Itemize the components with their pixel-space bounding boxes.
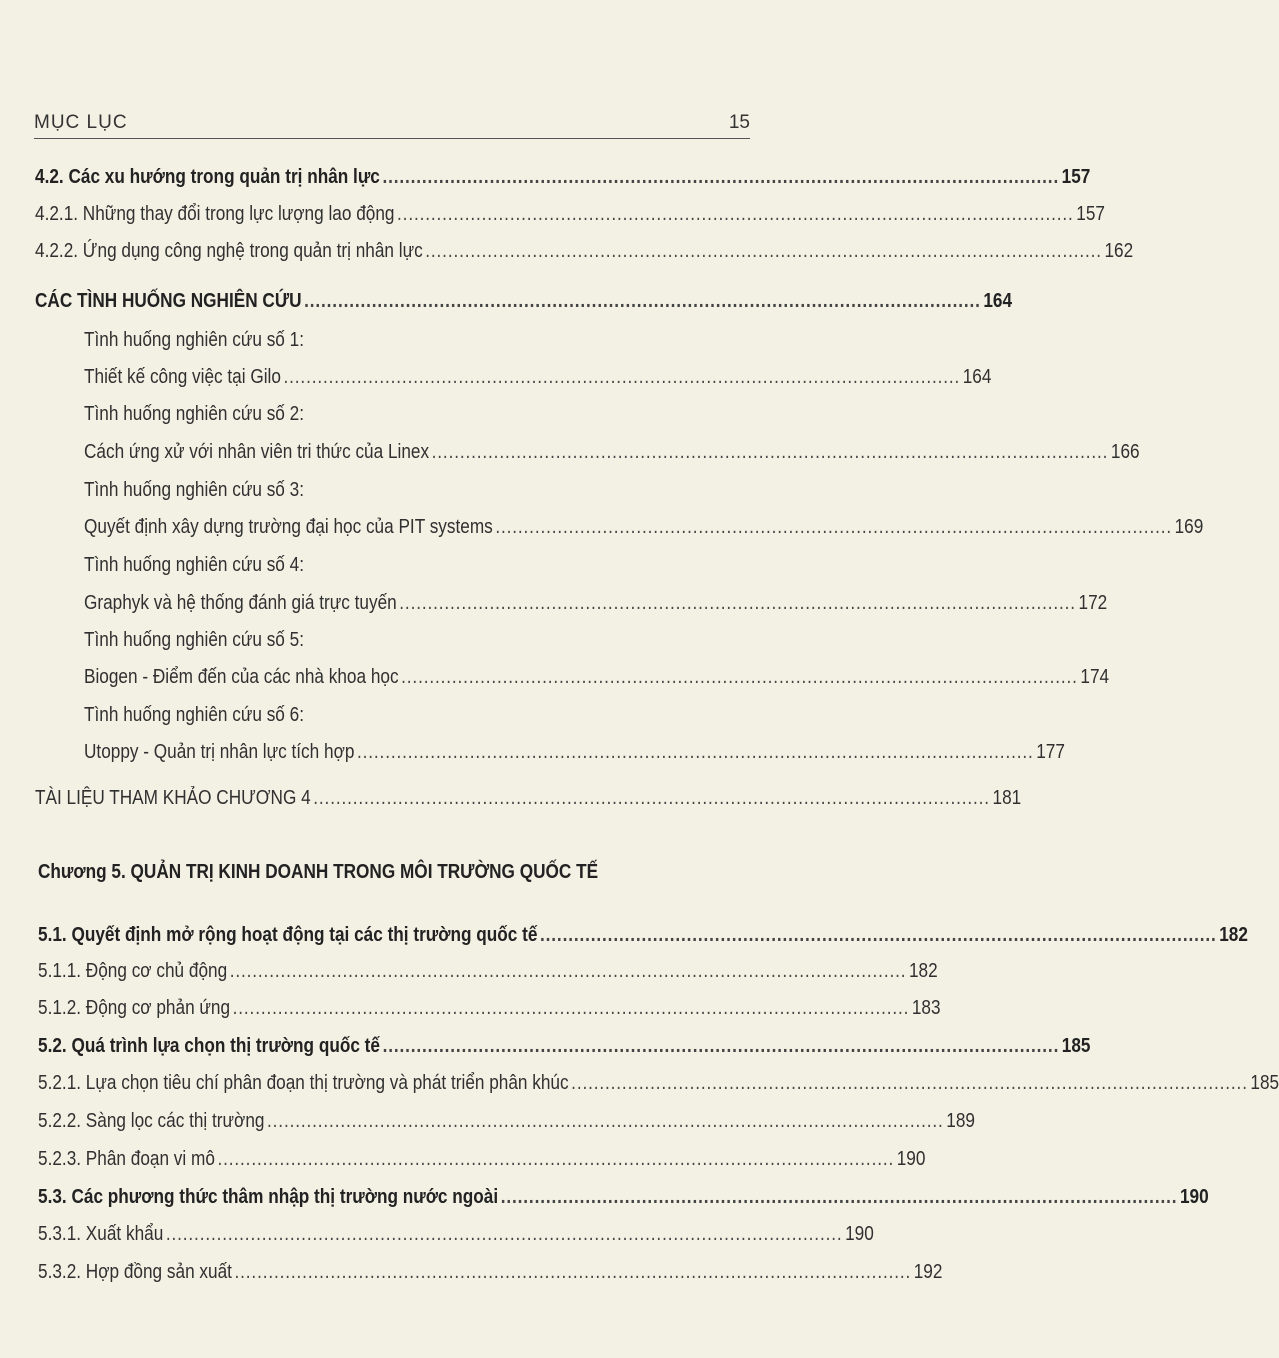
toc-page-number: 164 xyxy=(983,290,1013,312)
toc-entry-5-1-2[interactable]: 5.1.2. Động cơ phản ứng ........................................................................................................................ 183 xyxy=(38,993,768,1023)
toc-entry-5-1[interactable]: 5.1. Quyết định mở rộng hoạt động tại các thị trường quốc tế ........................................................................................................................ 182 xyxy=(38,920,768,950)
toc-entry-case-2[interactable]: Cách ứng xử với nhân viên tri thức của Linex ........................................................................................................................ 166 xyxy=(84,437,769,467)
toc-entry-5-3[interactable]: 5.3. Các phương thức thâm nhập thị trường nước ngoài ........................................................................................................................ 190 xyxy=(38,1182,768,1212)
toc-entry-case-studies[interactable]: CÁC TÌNH HUỐNG NGHIÊN CỨU ........................................................................................................................ 164 xyxy=(35,286,769,316)
toc-page-number: 190 xyxy=(845,1223,874,1245)
toc-page-number: 190 xyxy=(1179,1186,1209,1208)
toc-page-number: 181 xyxy=(992,787,1022,809)
toc-page-number: 192 xyxy=(913,1261,943,1283)
header-page-number: 15 xyxy=(728,112,750,133)
toc-entry-5-3-1[interactable]: 5.3.1. Xuất khẩu ........................................................................................................................ 190 xyxy=(38,1219,768,1249)
toc-entry-5-2[interactable]: 5.2. Quá trình lựa chọn thị trường quốc tế ........................................................................................................................ 185 xyxy=(38,1031,768,1061)
toc-entry-4-2-2[interactable]: 4.2.2. Ứng dụng công nghệ trong quản trị nhân lực ........................................................................................................................ 162 xyxy=(35,236,769,266)
toc-page-number: 166 xyxy=(1110,441,1140,463)
toc-entry-case-6[interactable]: Utoppy - Quản trị nhân lực tích hợp ........................................................................................................................ 177 xyxy=(84,737,769,767)
toc-page-number: 157 xyxy=(1061,166,1091,188)
toc-page-number: 174 xyxy=(1080,666,1110,688)
toc-entry-case-4[interactable]: Graphyk và hệ thống đánh giá trực tuyến ........................................................................................................................ 172 xyxy=(84,588,769,618)
toc-page-number: 177 xyxy=(1036,741,1065,763)
toc-entry-5-2-3[interactable]: 5.2.3. Phân đoạn vi mô ........................................................................................................................ 190 xyxy=(38,1144,768,1174)
toc-entry-4-2[interactable]: 4.2. Các xu hướng trong quản trị nhân lực ........................................................................................................................ 157 xyxy=(35,162,769,192)
toc-entry-5-2-1[interactable]: 5.2.1. Lựa chọn tiêu chí phân đoạn thị trường và phát triển phân khúc ........................................................................................................................ 185 xyxy=(38,1068,768,1098)
toc-entry-case-3[interactable]: Quyết định xây dựng trường đại học của PIT systems ........................................................................................................................ 169 xyxy=(84,512,769,542)
toc-entry-case-5[interactable]: Biogen - Điểm đến của các nhà khoa học ........................................................................................................................ 174 xyxy=(84,662,769,692)
toc-page-number: 182 xyxy=(1219,924,1248,946)
case-study-heading-3: Tình huống nghiên cứu số 3: xyxy=(84,479,304,501)
toc-page-number: 183 xyxy=(911,997,941,1019)
toc-page-number: 157 xyxy=(1076,203,1105,225)
toc-entry-4-2-1[interactable]: 4.2.1. Những thay đổi trong lực lượng lao động ........................................................................................................................ 157 xyxy=(35,199,769,229)
toc-entry-5-3-2[interactable]: 5.3.2. Hợp đồng sản xuất ........................................................................................................................ 192 xyxy=(38,1257,768,1287)
toc-page-number: 185 xyxy=(1061,1035,1091,1057)
toc-page-number: 162 xyxy=(1104,240,1134,262)
page-header xyxy=(34,108,750,136)
case-study-heading-4: Tình huống nghiên cứu số 4: xyxy=(84,554,304,576)
header-rule xyxy=(34,138,750,139)
toc-page-number: 185 xyxy=(1250,1072,1279,1094)
toc-entry-5-1-1[interactable]: 5.1.1. Động cơ chủ động ........................................................................................................................ 182 xyxy=(38,956,768,986)
toc-entry-5-2-2[interactable]: 5.2.2. Sàng lọc các thị trường ........................................................................................................................ 189 xyxy=(38,1106,768,1136)
toc-page-number: 182 xyxy=(908,960,938,982)
toc-entry-references-ch4[interactable]: TÀI LIỆU THAM KHẢO CHƯƠNG 4 ........................................................................................................................ 181 xyxy=(35,783,769,813)
toc-page-number: 164 xyxy=(962,366,992,388)
toc-page-number: 189 xyxy=(946,1110,975,1132)
chapter-5-title[interactable]: Chương 5. QUẢN TRỊ KINH DOANH TRONG MÔI TRƯỜNG QUỐC TẾ xyxy=(38,861,599,883)
toc-page-number: 190 xyxy=(896,1148,926,1170)
case-study-heading-2: Tình huống nghiên cứu số 2: xyxy=(84,403,304,425)
toc-page-number: 169 xyxy=(1174,516,1204,538)
case-study-heading-6: Tình huống nghiên cứu số 6: xyxy=(84,704,304,726)
case-study-heading-5: Tình huống nghiên cứu số 5: xyxy=(84,629,304,651)
case-study-heading-1: Tình huống nghiên cứu số 1: xyxy=(84,329,304,351)
toc-entry-case-1[interactable]: Thiết kế công việc tại Gilo ........................................................................................................................ 164 xyxy=(84,362,769,392)
header-title: MỤC LỤC xyxy=(34,112,128,133)
toc-page-number: 172 xyxy=(1078,592,1108,614)
